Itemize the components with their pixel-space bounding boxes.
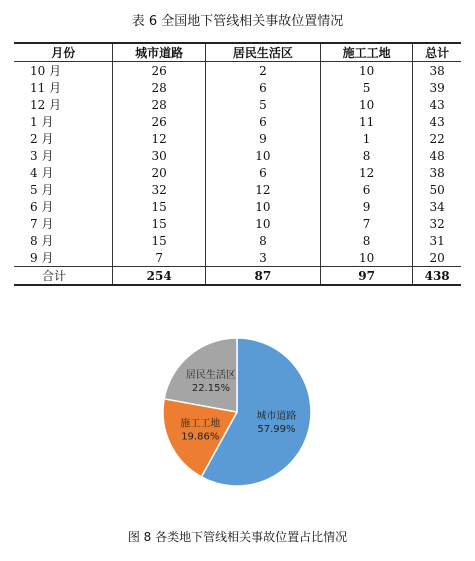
header-total: 总计 — [413, 43, 461, 62]
cell-city-road: 20 — [113, 164, 205, 181]
cell-month: 3 月 — [30, 149, 54, 163]
header-city-road: 城市道路 — [113, 43, 205, 62]
cell-city-road: 15 — [113, 215, 205, 232]
cell-construction: 10 — [320, 62, 412, 80]
cell-residential: 10 — [205, 198, 320, 215]
cell-city-road: 28 — [113, 79, 205, 96]
table-header-row — [14, 43, 461, 62]
table-row — [14, 62, 461, 80]
pie-slice-label: 居民生活区 — [185, 369, 236, 381]
total-sum: 438 — [413, 267, 461, 286]
cell-total: 43 — [413, 113, 461, 130]
pie-slice-label: 施工工地 — [180, 418, 221, 430]
cell-construction: 11 — [320, 113, 412, 130]
cell-total: 48 — [413, 147, 461, 164]
accident-location-table — [14, 42, 461, 286]
table-row — [14, 215, 461, 232]
header-construction: 施工工地 — [320, 43, 412, 62]
cell-residential: 12 — [205, 181, 320, 198]
cell-construction: 9 — [320, 198, 412, 215]
cell-construction: 7 — [320, 215, 412, 232]
pie-slice-label: 城市道路 — [256, 411, 297, 423]
cell-construction: 1 — [320, 130, 412, 147]
cell-month: 11 月 — [30, 81, 62, 95]
figure-caption: 图 8 各类地下管线相关事故位置占比情况 — [127, 530, 348, 544]
cell-month: 7 月 — [30, 217, 54, 231]
cell-construction: 10 — [320, 249, 412, 267]
cell-residential: 10 — [205, 215, 320, 232]
cell-total: 32 — [413, 215, 461, 232]
cell-construction: 8 — [320, 147, 412, 164]
cell-city-road: 26 — [113, 113, 205, 130]
cell-construction: 12 — [320, 164, 412, 181]
pie-slice-percent: 22.15% — [191, 382, 230, 394]
cell-city-road: 30 — [113, 147, 205, 164]
cell-month: 1 月 — [30, 115, 54, 129]
cell-city-road: 15 — [113, 232, 205, 249]
table-title: 表 6 全国地下管线相关事故位置情况 — [131, 14, 344, 29]
cell-city-road: 12 — [113, 130, 205, 147]
cell-month: 12 月 — [30, 98, 62, 112]
table-row — [14, 130, 461, 147]
cell-residential: 2 — [205, 62, 320, 80]
table-row — [14, 164, 461, 181]
cell-city-road: 32 — [113, 181, 205, 198]
cell-total: 20 — [413, 249, 461, 267]
cell-month: 8 月 — [30, 234, 54, 248]
cell-month: 6 月 — [30, 200, 54, 214]
cell-total: 43 — [413, 96, 461, 113]
total-residential: 87 — [205, 267, 320, 286]
cell-total: 38 — [413, 164, 461, 181]
table-row — [14, 198, 461, 215]
cell-month: 4 月 — [30, 166, 54, 180]
cell-residential: 5 — [205, 96, 320, 113]
table-row — [14, 96, 461, 113]
cell-total: 38 — [413, 62, 461, 80]
cell-city-road: 7 — [113, 249, 205, 267]
cell-city-road: 15 — [113, 198, 205, 215]
pie-slice-percent: 19.86% — [181, 431, 220, 443]
cell-construction: 10 — [320, 96, 412, 113]
table-row — [14, 181, 461, 198]
cell-construction: 5 — [320, 79, 412, 96]
cell-construction: 6 — [320, 181, 412, 198]
cell-residential: 6 — [205, 113, 320, 130]
cell-residential: 6 — [205, 164, 320, 181]
total-construction: 97 — [320, 267, 412, 286]
total-label: 合计 — [14, 267, 113, 286]
pie-slice-percent: 57.99% — [257, 424, 296, 436]
cell-construction: 8 — [320, 232, 412, 249]
cell-city-road: 28 — [113, 96, 205, 113]
table-row — [14, 147, 461, 164]
table-row — [14, 249, 461, 267]
cell-residential: 10 — [205, 147, 320, 164]
table-row — [14, 79, 461, 96]
cell-month: 10 月 — [30, 64, 62, 78]
cell-total: 39 — [413, 79, 461, 96]
cell-residential: 3 — [205, 249, 320, 267]
cell-city-road: 26 — [113, 62, 205, 80]
total-city-road: 254 — [113, 267, 205, 286]
cell-month: 2 月 — [30, 132, 54, 146]
pie-chart-container — [0, 320, 475, 510]
cell-residential: 8 — [205, 232, 320, 249]
header-residential: 居民生活区 — [205, 43, 320, 62]
cell-month: 9 月 — [30, 251, 54, 265]
cell-month: 5 月 — [30, 183, 54, 197]
pie-chart — [0, 320, 475, 510]
table-total-row — [14, 267, 461, 286]
header-month: 月份 — [14, 43, 113, 62]
cell-total: 31 — [413, 232, 461, 249]
table-row — [14, 232, 461, 249]
cell-residential: 6 — [205, 79, 320, 96]
cell-total: 22 — [413, 130, 461, 147]
cell-residential: 9 — [205, 130, 320, 147]
cell-total: 34 — [413, 198, 461, 215]
cell-total: 50 — [413, 181, 461, 198]
table-row — [14, 113, 461, 130]
